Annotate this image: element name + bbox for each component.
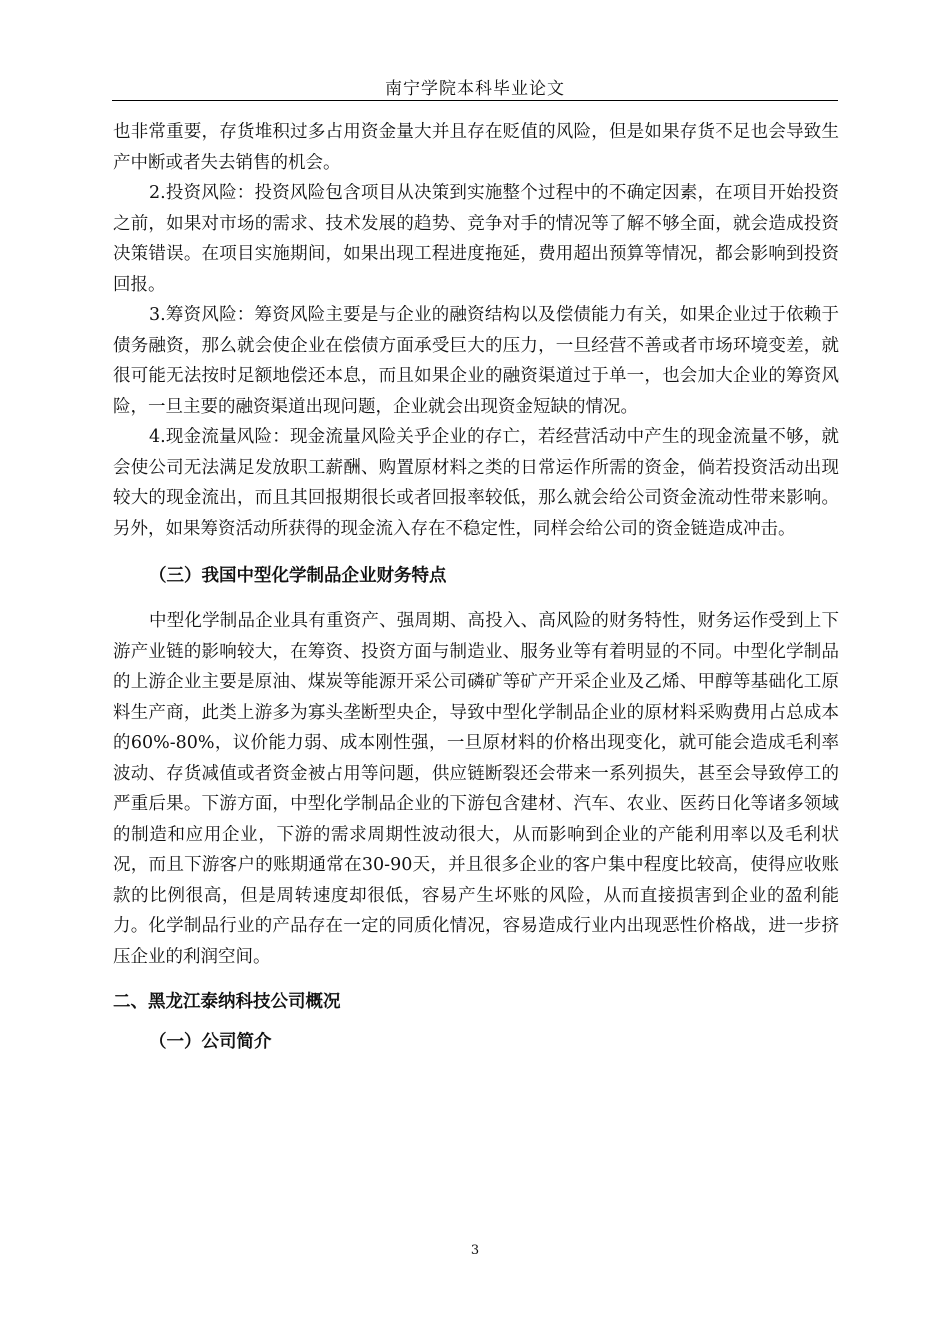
paragraph: 中型化学制品企业具有重资产、强周期、高投入、高风险的财务特性，财务运作受到上下游产业链的影响较大，在筹资、投资方面与制造业、服务业等有着明显的不同。中型化学制品的上游企业主要是原油、煤炭等能源开采公司磷矿等矿产开采企业及乙烯、甲醇等基础化工原料生产商，此类上游多为寡头垄断型央企，导致中型化学制品企业的原材料采购费用占总成本的60%-80%，议价能力弱、成本刚性强，一旦原材料的价格出现变化，就可能会造成毛利率波动、存货减值或者资金被占用等问题，供应链断裂还会带来一系列损失，甚至会导致停工的严重后果。下游方面，中型化学制品企业的下游包含建材、汽车、农业、医药日化等诸多领域的制造和应用企业，下游的需求周期性波动很大，从而影响到企业的产能利用率以及毛利状况，而且下游客户的账期通常在30-90天，并且很多企业的客户集中程度比较高，使得应收账款的比例很高，但是周转速度却很低，容易产生坏账的风险，从而直接损害到企业的盈利能力。化学制品行业的产品存在一定的同质化情况，容易造成行业内出现恶性价格战，进一步挤压企业的利润空间。 [113, 611, 839, 967]
paragraph: 3.筹资风险：筹资风险主要是与企业的融资结构以及偿债能力有关，如果企业过于依赖于债务融资，那么就会使企业在偿债方面承受巨大的压力，一旦经营不善或者市场环境变差，就很可能无法按时足额地偿还本息，而且如果企业的融资渠道过于单一，也会加大企业的筹资风险，一旦主要的融资渠道出现问题，企业就会出现资金短缺的情况。 [113, 305, 839, 417]
section-heading: （三）我国中型化学制品企业财务特点 [149, 566, 447, 586]
paragraph: 4.现金流量风险：现金流量风险关乎企业的存亡，若经营活动中产生的现金流量不够，就会使公司无法满足发放职工薪酬、购置原材料之类的日常运作所需的资金，倘若投资活动出现较大的现金流出，而且其回报期很长或者回报率较低，那么就会给公司资金流动性带来影响。另外，如果筹资活动所获得的现金流入存在不稳定性，同样会给公司的资金链造成冲击。 [113, 427, 839, 539]
chapter-heading: 二、黑龙江泰纳科技公司概况 [113, 992, 341, 1012]
page-header-title: 南宁学院本科毕业论文 [385, 79, 565, 99]
document-body [113, 117, 839, 1057]
page-number: 3 [470, 1243, 480, 1258]
header-divider [112, 100, 838, 101]
paragraph: 2.投资风险：投资风险包含项目从决策到实施整个过程中的不确定因素，在项目开始投资之前，如果对市场的需求、技术发展的趋势、竞争对手的情况等了解不够全面，就会造成投资决策错误。在项目实施期间，如果出现工程进度拖延，费用超出预算等情况，都会影响到投资回报。 [113, 183, 839, 295]
section-heading: （一）公司简介 [149, 1032, 272, 1052]
paragraph: 也非常重要，存货堆积过多占用资金量大并且存在贬值的风险，但是如果存货不足也会导致生产中断或者失去销售的机会。 [113, 122, 839, 173]
